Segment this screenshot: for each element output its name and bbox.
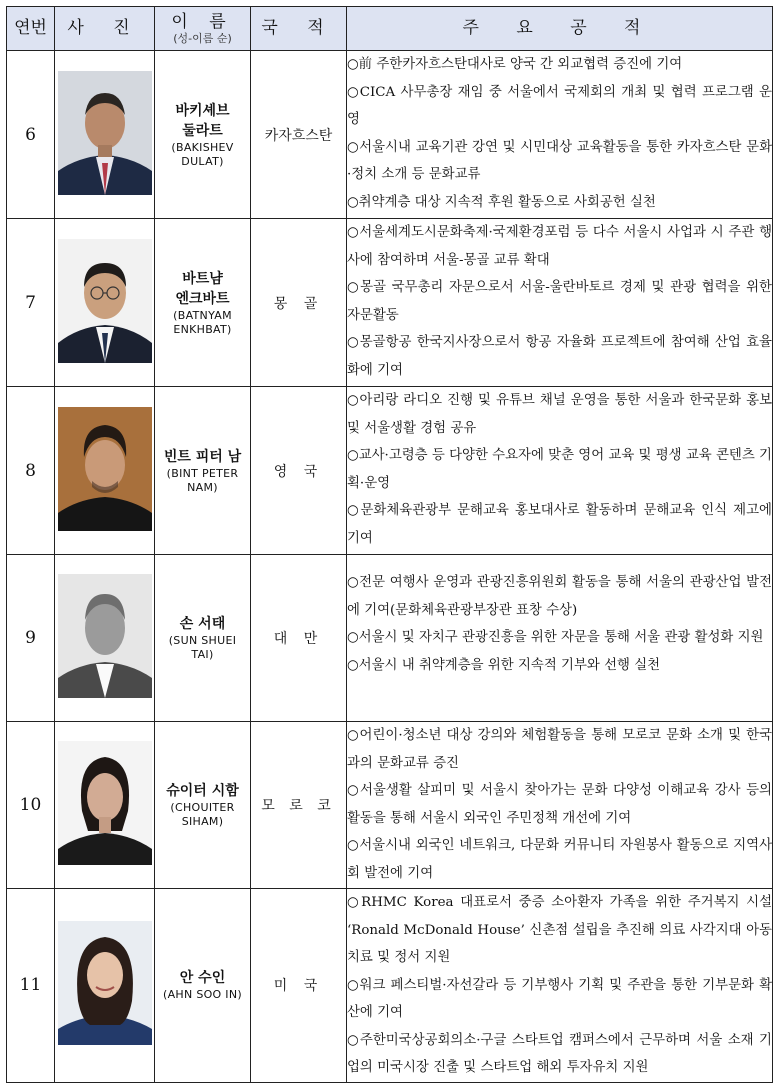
korean-name-line2: 엔크바트	[175, 290, 230, 307]
portrait-photo	[55, 51, 155, 219]
header-no: 연번	[7, 7, 55, 51]
achievements	[347, 722, 773, 889]
row-number: 10	[7, 722, 55, 889]
table-row	[7, 889, 773, 1083]
achievement-item: ○어린이·청소년 대상 강의와 체험활동을 통해 모로코 문화 소개 및 한국과의 문화교류 증진	[347, 728, 772, 771]
portrait-photo	[55, 555, 155, 722]
korean-name: 바트냠	[182, 270, 223, 287]
achievements	[347, 219, 773, 387]
korean-name: 빈트 피터 남	[163, 448, 242, 465]
english-name-line2: TAI)	[191, 648, 214, 661]
korean-name: 안 수인	[179, 970, 226, 987]
english-name: (SUN SHUEI	[168, 634, 237, 647]
achievement-item: ○교사·고령층 등 다양한 수요자에 맞춘 영어 교육 및 평생 교육 콘텐츠 기획·운영	[347, 448, 772, 491]
achievement-item: ○주한미국상공회의소·구글 스타트업 캠퍼스에서 근무하며 서울 소재 기업의 미국시장 진출 및 스타트업 해외 투자유치 지원	[347, 1032, 772, 1075]
achievement-item: ○서울시내 교육기관 강연 및 시민대상 교육활동을 통한 카자흐스탄 문화·정치 소개 등 문화교류	[347, 139, 772, 182]
table-row	[7, 387, 773, 555]
header-row	[7, 7, 773, 51]
english-name: (BATNYAM	[173, 308, 232, 322]
achievement-item: ○서울시 및 자치구 관광진흥을 위한 자문을 통해 서울 관광 활성화 지원	[347, 630, 764, 645]
row-number: 9	[7, 555, 55, 722]
english-name-line2: NAM)	[187, 480, 218, 494]
name-cell	[155, 387, 251, 555]
portrait-photo	[55, 219, 155, 387]
achievement-item: ○워크 페스티벌·자선갈라 등 기부행사 기획 및 주관을 통한 기부문화 확산에 기여	[347, 977, 772, 1020]
achievement-item: ○CICA 사무총장 재임 중 서울에서 국제회의 개최 및 협력 프로그램 운영	[347, 84, 772, 127]
header-photo: 사 진	[55, 7, 155, 51]
nationality: 몽 골	[251, 219, 347, 387]
korean-name: 손 서태	[179, 616, 226, 632]
honorary-citizen-table	[6, 6, 773, 1083]
achievement-item: ○서울세계도시문화축제·국제환경포럼 등 다수 서울시 사업과 시 주관 행사에 참여하며 서울-몽골 교류 확대	[347, 225, 772, 268]
name-cell	[155, 555, 251, 722]
english-name: (BINT PETER	[166, 466, 239, 480]
portrait-photo	[55, 387, 155, 555]
korean-name: 슈이터 시함	[166, 783, 239, 799]
nationality: 미 국	[251, 889, 347, 1083]
achievement-item: ○서울시내 외국인 네트워크, 다문화 커뮤니티 자원봉사 활동으로 지역사회 발전에 기여	[347, 838, 772, 881]
nationality: 카자흐스탄	[251, 51, 347, 219]
header-nationality: 국 적	[251, 7, 347, 51]
english-name-line2: DULAT)	[181, 154, 224, 168]
name-cell	[155, 219, 251, 387]
table-row	[7, 51, 773, 219]
name-cell	[155, 51, 251, 219]
achievements	[347, 889, 773, 1083]
row-number: 8	[7, 387, 55, 555]
header-achievements: 주 요 공 적	[347, 7, 773, 51]
english-name: (CHOUITER	[170, 801, 235, 814]
achievements	[347, 555, 773, 722]
achievements	[347, 387, 773, 555]
achievement-item: ○문화체육관광부 문해교육 홍보대사로 활동하며 문해교육 인식 제고에 기여	[347, 503, 772, 546]
name-cell	[155, 889, 251, 1083]
achievement-item: ○RHMC Korea 대표로서 중증 소아환자 가족을 위한 주거복지 시설 ‘Ronald McDonald House’ 신촌점 설립을 추진해 의료 사각지대 아동 치료 및 정서 지원	[347, 895, 772, 965]
english-name-line2: ENKHBAT)	[173, 322, 232, 336]
name-cell	[155, 722, 251, 889]
achievement-item: ○아리랑 라디오 진행 및 유튜브 채널 운영을 통한 서울과 한국문화 홍보 및 서울생활 경험 공유	[347, 393, 772, 436]
achievement-item: ○취약계층 대상 지속적 후원 활동으로 사회공헌 실천	[347, 194, 656, 210]
nationality: 영 국	[251, 387, 347, 555]
achievement-item: ○전문 여행사 운영과 관광진흥위원회 활동을 통해 서울의 관광산업 발전에 기여(문화체육관광부장관 표창 수상)	[347, 575, 772, 618]
portrait-photo	[55, 722, 155, 889]
portrait-chouiter	[58, 741, 152, 865]
english-name: (BAKISHEV	[171, 140, 234, 154]
portrait-ahn	[58, 921, 152, 1045]
portrait-batnyam	[58, 239, 152, 363]
achievement-item: ○서울시 내 취약계층을 위한 지속적 기부와 선행 실천	[347, 657, 661, 673]
table-row	[7, 219, 773, 387]
korean-name-line2: 둘라트	[182, 122, 223, 139]
achievement-item: ○서울생활 살피미 및 서울시 찾아가는 문화 다양성 이해교육 강사 등의 활동을 통해 서울시 외국인 주민정책 개선에 기여	[347, 783, 772, 826]
nationality: 대 만	[251, 555, 347, 722]
english-name: (AHN SOO IN)	[163, 988, 242, 1002]
english-name-line2: SIHAM)	[181, 815, 224, 828]
table-row	[7, 722, 773, 889]
portrait-bakishev	[58, 71, 152, 195]
nationality: 모 로 코	[251, 722, 347, 889]
row-number: 11	[7, 889, 55, 1083]
portrait-photo	[55, 889, 155, 1083]
row-number: 6	[7, 51, 55, 219]
achievement-item: ○前 주한카자흐스탄대사로 양국 간 외교협력 증진에 기여	[347, 57, 683, 72]
achievements	[347, 51, 773, 219]
row-number: 7	[7, 219, 55, 387]
table-row	[7, 555, 773, 722]
achievement-item: ○몽골항공 한국지사장으로서 항공 자율화 프로젝트에 참여해 산업 효율화에 기여	[347, 335, 772, 378]
header-name: 이 름 (성-이름 순)	[155, 7, 251, 51]
korean-name: 바키셰브	[175, 102, 230, 119]
portrait-bint	[58, 407, 152, 531]
achievement-item: ○몽골 국무총리 자문으로서 서울-울란바토르 경제 및 관광 협력을 위한 자문활동	[347, 280, 772, 323]
portrait-sun	[58, 574, 152, 698]
